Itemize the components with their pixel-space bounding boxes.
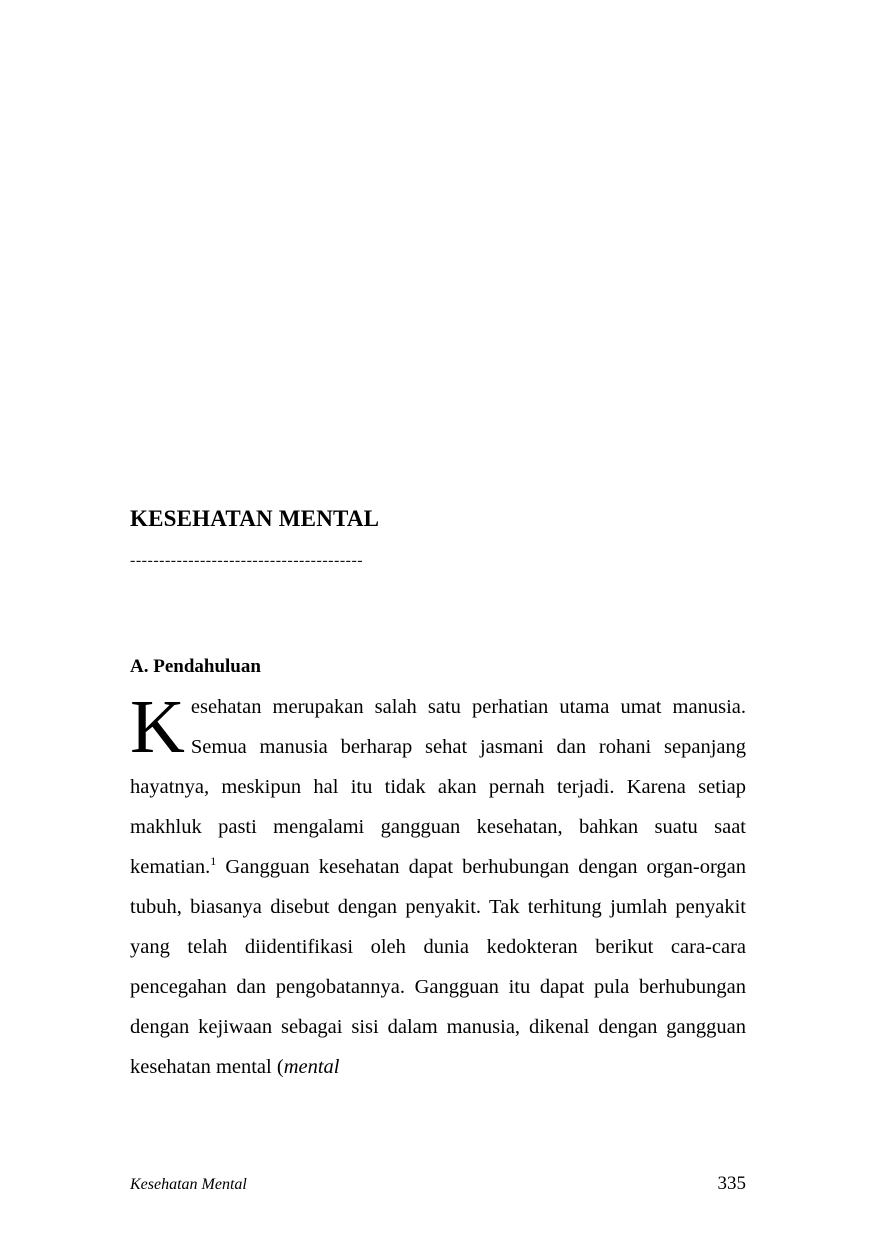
running-head: Kesehatan Mental bbox=[130, 1176, 247, 1193]
page-number: 335 bbox=[717, 1173, 746, 1194]
footnote-reference: 1 bbox=[210, 854, 217, 869]
section-heading-pendahuluan: A. Pendahuluan bbox=[130, 655, 261, 677]
paragraph-italic-term: mental bbox=[283, 1056, 340, 1079]
paragraph-text-first: esehatan merupakan salah satu perhatian utama umat manusia. Semua manusia berharap sehat jasmani dan rohani sepanjang hayatnya, meskipun hal itu tidak akan pernah terjadi. Karena setiap makhluk pasti mengalami gangguan kesehatan, bahkan suatu saat kematian. bbox=[130, 696, 746, 879]
page-content bbox=[130, 505, 746, 1087]
body-paragraph bbox=[130, 687, 746, 1087]
page-title: KESEHATAN MENTAL bbox=[130, 506, 380, 531]
title-divider: ---------------------------------------- bbox=[130, 551, 364, 569]
page-footer bbox=[130, 1173, 746, 1195]
paragraph-text-second: Gangguan kesehatan dapat berhubungan dengan organ-organ tubuh, biasanya disebut dengan penyakit. Tak terhitung jumlah penyakit yang telah diidentifikasi oleh dunia kedokteran berikut cara-cara pencegahan dan pengobatannya. Gangguan itu dapat pula berhubungan dengan kejiwaan sebagai sisi dalam manusia, dikenal dengan gangguan kesehatan mental ( bbox=[130, 856, 746, 1079]
drop-cap-letter: K bbox=[130, 685, 185, 770]
